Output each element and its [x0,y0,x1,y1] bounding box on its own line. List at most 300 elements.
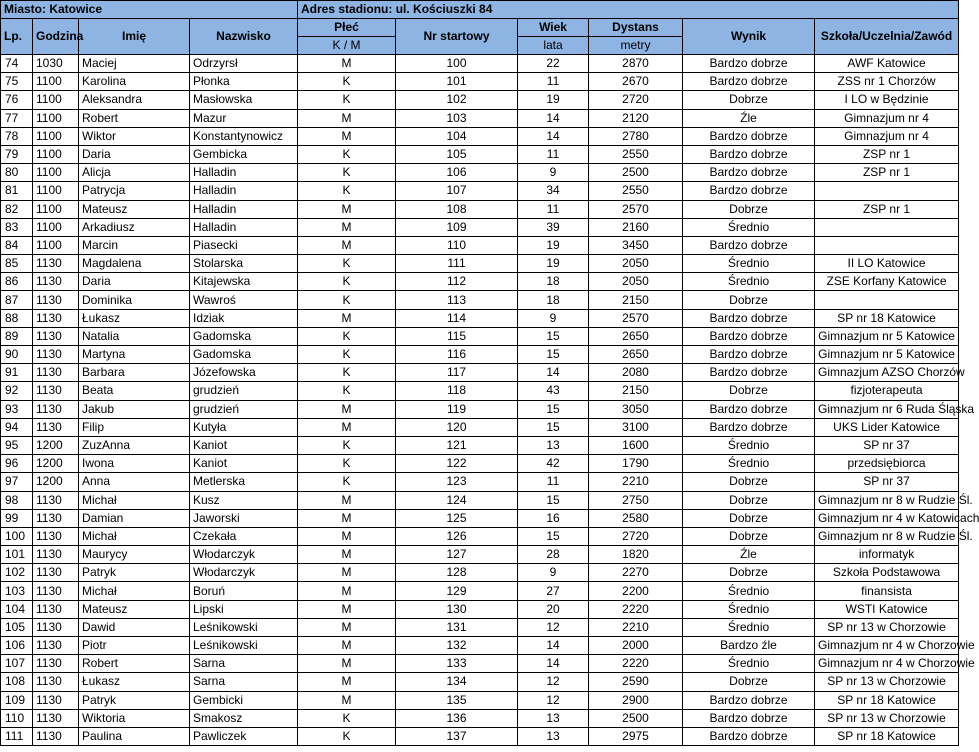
cell-nazwisko: Konstantynowicz [190,127,298,145]
cell-plec: M [298,582,396,600]
cell-szkola [815,291,959,309]
cell-lp: 98 [1,491,33,509]
cell-wiek: 15 [518,527,589,545]
cell-godzina: 1130 [33,491,79,509]
cell-wiek: 14 [518,127,589,145]
table-row [1,309,959,327]
cell-szkola: SP nr 13 w Chorzowie [815,618,959,636]
cell-nazwisko: Czekała [190,527,298,545]
cell-plec: K [298,327,396,345]
cell-dystans: 2670 [589,73,683,91]
cell-szkola: SP nr 37 [815,436,959,454]
cell-wiek: 15 [518,346,589,364]
cell-wiek: 15 [518,491,589,509]
cell-wiek: 39 [518,218,589,236]
cell-wiek: 14 [518,109,589,127]
table-row [1,346,959,364]
cell-szkola: Gimnazjum nr 6 Ruda Śląska [815,400,959,418]
cell-lp: 105 [1,618,33,636]
cell-wiek: 22 [518,55,589,73]
col-header-godzina: Godzina [33,19,79,55]
cell-dystans: 2150 [589,291,683,309]
cell-dystans: 2550 [589,182,683,200]
table-row [1,673,959,691]
cell-nr: 135 [396,691,518,709]
col-sub-plec: K / M [298,37,396,55]
cell-lp: 111 [1,727,33,745]
cell-godzina: 1130 [33,582,79,600]
cell-lp: 76 [1,91,33,109]
cell-nazwisko: Stolarska [190,255,298,273]
cell-wynik: Bardzo dobrze [683,182,815,200]
cell-nr: 117 [396,364,518,382]
cell-nazwisko: Smakosz [190,709,298,727]
cell-imie: Piotr [79,637,190,655]
cell-godzina: 1130 [33,309,79,327]
cell-dystans: 2580 [589,509,683,527]
cell-wiek: 34 [518,182,589,200]
cell-imie: Łukasz [79,309,190,327]
cell-wynik: Bardzo dobrze [683,309,815,327]
cell-plec: K [298,273,396,291]
cell-szkola: II LO Katowice [815,255,959,273]
cell-wiek: 15 [518,418,589,436]
cell-nazwisko: Włodarczyk [190,546,298,564]
cell-plec: M [298,509,396,527]
cell-szkola: SP nr 18 Katowice [815,727,959,745]
cell-szkola: finansista [815,582,959,600]
cell-nazwisko: Kutyła [190,418,298,436]
cell-dystans: 2080 [589,364,683,382]
cell-imie: Patryk [79,564,190,582]
cell-godzina: 1130 [33,655,79,673]
cell-dystans: 2220 [589,655,683,673]
cell-wynik: Średnio [683,255,815,273]
cell-nazwisko: Odrzyrsł [190,55,298,73]
table-row [1,218,959,236]
cell-nr: 123 [396,473,518,491]
table-row [1,618,959,636]
cell-imie: Robert [79,109,190,127]
cell-godzina: 1130 [33,255,79,273]
cell-wynik: Bardzo dobrze [683,691,815,709]
cell-szkola: ZSP nr 1 [815,200,959,218]
cell-imie: Wiktoria [79,709,190,727]
cell-wynik: Bardzo dobrze [683,418,815,436]
cell-plec: M [298,600,396,618]
cell-nazwisko: grudzień [190,382,298,400]
cell-wynik: Średnio [683,436,815,454]
cell-nr: 128 [396,564,518,582]
table-row [1,145,959,163]
cell-nr: 119 [396,400,518,418]
cell-plec: M [298,418,396,436]
cell-nr: 101 [396,73,518,91]
cell-plec: K [298,91,396,109]
cell-nazwisko: Włodarczyk [190,564,298,582]
cell-szkola: Gimnazjum AZSO Chorzów [815,364,959,382]
cell-wiek: 16 [518,509,589,527]
cell-wynik: Bardzo dobrze [683,327,815,345]
cell-lp: 94 [1,418,33,436]
cell-wynik: Średnio [683,600,815,618]
cell-wiek: 11 [518,200,589,218]
cell-szkola: informatyk [815,546,959,564]
cell-dystans: 3100 [589,418,683,436]
table-row [1,236,959,254]
cell-lp: 74 [1,55,33,73]
cell-wiek: 12 [518,673,589,691]
cell-imie: Beata [79,382,190,400]
cell-szkola: Gimnazjum nr 4 [815,109,959,127]
cell-nazwisko: Kaniot [190,455,298,473]
cell-nr: 114 [396,309,518,327]
cell-nazwisko: Mazur [190,109,298,127]
cell-imie: Natalia [79,327,190,345]
cell-imie: Patryk [79,691,190,709]
cell-godzina: 1130 [33,327,79,345]
cell-nazwisko: Halladin [190,218,298,236]
cell-dystans: 2000 [589,637,683,655]
cell-nazwisko: Gadomska [190,327,298,345]
table-row [1,55,959,73]
cell-imie: Iwona [79,455,190,473]
cell-szkola: Szkoła Podstawowa [815,564,959,582]
cell-plec: K [298,145,396,163]
cell-nr: 121 [396,436,518,454]
cell-lp: 90 [1,346,33,364]
cell-godzina: 1130 [33,346,79,364]
cell-wiek: 9 [518,309,589,327]
col-header-szkola: Szkoła/Uczelnia/Zawód [815,19,959,55]
cell-plec: M [298,309,396,327]
cell-nr: 131 [396,618,518,636]
cell-dystans: 2900 [589,691,683,709]
cell-plec: M [298,236,396,254]
cell-dystans: 2590 [589,673,683,691]
col-header-wynik: Wynik [683,19,815,55]
cell-nr: 106 [396,164,518,182]
cell-wiek: 19 [518,91,589,109]
cell-szkola: ZSS nr 1 Chorzów [815,73,959,91]
header-row-top [1,1,959,19]
cell-godzina: 1130 [33,400,79,418]
cell-imie: Wiktor [79,127,190,145]
cell-wynik: Dobrze [683,382,815,400]
cell-szkola: ZSP nr 1 [815,145,959,163]
cell-szkola: ZSE Korfany Katowice [815,273,959,291]
cell-imie: Mateusz [79,600,190,618]
cell-szkola: SP nr 37 [815,473,959,491]
cell-wiek: 28 [518,546,589,564]
cell-nr: 132 [396,637,518,655]
cell-wynik: Bardzo dobrze [683,364,815,382]
cell-szkola: I LO w Będzinie [815,91,959,109]
cell-szkola [815,182,959,200]
cell-nazwisko: Wawroś [190,291,298,309]
cell-lp: 78 [1,127,33,145]
table-row [1,455,959,473]
cell-lp: 91 [1,364,33,382]
cell-lp: 86 [1,273,33,291]
cell-dystans: 2150 [589,382,683,400]
cell-wynik: Bardzo dobrze [683,727,815,745]
cell-nr: 120 [396,418,518,436]
cell-imie: Maciej [79,55,190,73]
cell-plec: M [298,127,396,145]
cell-nazwisko: Gembicka [190,145,298,163]
cell-lp: 110 [1,709,33,727]
cell-godzina: 1100 [33,236,79,254]
cell-godzina: 1130 [33,382,79,400]
cell-godzina: 1100 [33,109,79,127]
cell-godzina: 1130 [33,527,79,545]
cell-plec: M [298,564,396,582]
table-row [1,200,959,218]
cell-nr: 129 [396,582,518,600]
cell-wiek: 13 [518,709,589,727]
cell-dystans: 2550 [589,145,683,163]
cell-wiek: 19 [518,236,589,254]
table-row [1,691,959,709]
cell-plec: K [298,182,396,200]
cell-dystans: 2650 [589,327,683,345]
table-row [1,91,959,109]
cell-nr: 133 [396,655,518,673]
cell-nr: 125 [396,509,518,527]
cell-lp: 108 [1,673,33,691]
table-row [1,418,959,436]
cell-godzina: 1200 [33,436,79,454]
cell-nr: 126 [396,527,518,545]
cell-dystans: 2780 [589,127,683,145]
table-row [1,527,959,545]
cell-szkola: Gimnazjum nr 8 w Rudzie Śl. [815,527,959,545]
cell-lp: 95 [1,436,33,454]
cell-nazwisko: Józefowska [190,364,298,382]
cell-szkola [815,236,959,254]
cell-wynik: Dobrze [683,673,815,691]
cell-dystans: 2120 [589,109,683,127]
cell-imie: Barbara [79,364,190,382]
cell-nr: 118 [396,382,518,400]
cell-plec: K [298,382,396,400]
table-row [1,255,959,273]
cell-godzina: 1130 [33,509,79,527]
cell-wiek: 19 [518,255,589,273]
cell-wiek: 13 [518,436,589,454]
cell-godzina: 1130 [33,727,79,745]
cell-imie: Mateusz [79,200,190,218]
cell-nazwisko: Metlerska [190,473,298,491]
cell-plec: M [298,546,396,564]
cell-lp: 104 [1,600,33,618]
cell-godzina: 1130 [33,709,79,727]
cell-dystans: 2720 [589,527,683,545]
cell-godzina: 1100 [33,127,79,145]
cell-godzina: 1130 [33,618,79,636]
cell-dystans: 1600 [589,436,683,454]
cell-dystans: 2500 [589,164,683,182]
table-row [1,327,959,345]
cell-lp: 93 [1,400,33,418]
cell-wiek: 13 [518,727,589,745]
cell-plec: M [298,491,396,509]
cell-wiek: 9 [518,164,589,182]
cell-imie: Martyna [79,346,190,364]
cell-imie: Anna [79,473,190,491]
cell-plec: K [298,164,396,182]
cell-plec: M [298,673,396,691]
cell-dystans: 2870 [589,55,683,73]
cell-dystans: 3050 [589,400,683,418]
cell-lp: 80 [1,164,33,182]
cell-wynik: Dobrze [683,200,815,218]
cell-wiek: 18 [518,291,589,309]
table-row [1,491,959,509]
cell-lp: 87 [1,291,33,309]
cell-szkola: Gimnazjum nr 4 [815,127,959,145]
cell-wynik: Średnio [683,618,815,636]
cell-wynik: Średnio [683,582,815,600]
cell-imie: Marcin [79,236,190,254]
header-row-columns [1,19,959,37]
cell-dystans: 2210 [589,618,683,636]
col-header-nr: Nr startowy [396,19,518,55]
cell-nr: 100 [396,55,518,73]
cell-lp: 75 [1,73,33,91]
cell-nr: 115 [396,327,518,345]
cell-nr: 109 [396,218,518,236]
cell-nazwisko: Piasecki [190,236,298,254]
table-row [1,164,959,182]
cell-nr: 127 [396,546,518,564]
table-row [1,600,959,618]
cell-wiek: 43 [518,382,589,400]
cell-imie: Robert [79,655,190,673]
cell-godzina: 1130 [33,564,79,582]
cell-lp: 84 [1,236,33,254]
cell-plec: K [298,364,396,382]
cell-wiek: 20 [518,600,589,618]
table-row [1,564,959,582]
col-header-imie: Imię [79,19,190,55]
cell-godzina: 1100 [33,218,79,236]
cell-imie: Dominika [79,291,190,309]
cell-nr: 112 [396,273,518,291]
cell-godzina: 1200 [33,455,79,473]
cell-dystans: 2050 [589,273,683,291]
cell-plec: K [298,455,396,473]
col-header-dystans: Dystans [589,19,683,37]
cell-lp: 83 [1,218,33,236]
cell-nr: 103 [396,109,518,127]
cell-lp: 106 [1,637,33,655]
cell-wynik: Dobrze [683,291,815,309]
cell-lp: 109 [1,691,33,709]
cell-nr: 104 [396,127,518,145]
cell-wynik: Dobrze [683,509,815,527]
cell-godzina: 1100 [33,145,79,163]
cell-wynik: Dobrze [683,527,815,545]
cell-godzina: 1130 [33,418,79,436]
cell-wynik: Średnio [683,273,815,291]
cell-wiek: 14 [518,637,589,655]
cell-godzina: 1030 [33,55,79,73]
table-row [1,364,959,382]
cell-dystans: 2210 [589,473,683,491]
cell-imie: Patrycja [79,182,190,200]
cell-wiek: 18 [518,273,589,291]
cell-nazwisko: Boruń [190,582,298,600]
cell-wynik: Bardzo dobrze [683,709,815,727]
cell-szkola: Gimnazjum nr 5 Katowice [815,346,959,364]
cell-nr: 110 [396,236,518,254]
cell-imie: ZuzAnna [79,436,190,454]
table-row [1,727,959,745]
cell-plec: K [298,346,396,364]
cell-lp: 85 [1,255,33,273]
cell-plec: M [298,691,396,709]
cell-godzina: 1130 [33,637,79,655]
cell-szkola: Gimnazjum nr 5 Katowice [815,327,959,345]
cell-wynik: Średnio [683,655,815,673]
cell-nazwisko: Płonka [190,73,298,91]
cell-imie: Aleksandra [79,91,190,109]
table-row [1,382,959,400]
cell-imie: Michał [79,527,190,545]
cell-dystans: 2160 [589,218,683,236]
cell-godzina: 1200 [33,473,79,491]
cell-dystans: 2750 [589,491,683,509]
cell-godzina: 1100 [33,91,79,109]
cell-godzina: 1130 [33,291,79,309]
cell-nazwisko: Sarna [190,655,298,673]
table-row [1,709,959,727]
cell-lp: 99 [1,509,33,527]
cell-dystans: 2200 [589,582,683,600]
cell-nazwisko: Kaniot [190,436,298,454]
cell-plec: M [298,400,396,418]
table-row [1,291,959,309]
table-row [1,582,959,600]
cell-szkola: ZSP nr 1 [815,164,959,182]
city-label: Miasto: Katowice [1,1,298,19]
cell-plec: K [298,291,396,309]
cell-nazwisko: Halladin [190,182,298,200]
cell-lp: 97 [1,473,33,491]
cell-plec: M [298,200,396,218]
cell-szkola: SP nr 18 Katowice [815,309,959,327]
cell-godzina: 1130 [33,364,79,382]
cell-szkola: WSTI Katowice [815,600,959,618]
cell-nazwisko: Idziak [190,309,298,327]
cell-nazwisko: Gembicki [190,691,298,709]
cell-nr: 105 [396,145,518,163]
cell-godzina: 1130 [33,691,79,709]
cell-imie: Daria [79,145,190,163]
col-header-nazwisko: Nazwisko [190,19,298,55]
col-sub-wiek: lata [518,37,589,55]
cell-szkola: przedsiębiorca [815,455,959,473]
cell-lp: 102 [1,564,33,582]
table-row [1,273,959,291]
cell-wynik: Średnio [683,218,815,236]
cell-szkola: fizjoterapeuta [815,382,959,400]
cell-imie: Magdalena [79,255,190,273]
cell-wynik: Bardzo dobrze [683,127,815,145]
cell-wynik: Dobrze [683,473,815,491]
